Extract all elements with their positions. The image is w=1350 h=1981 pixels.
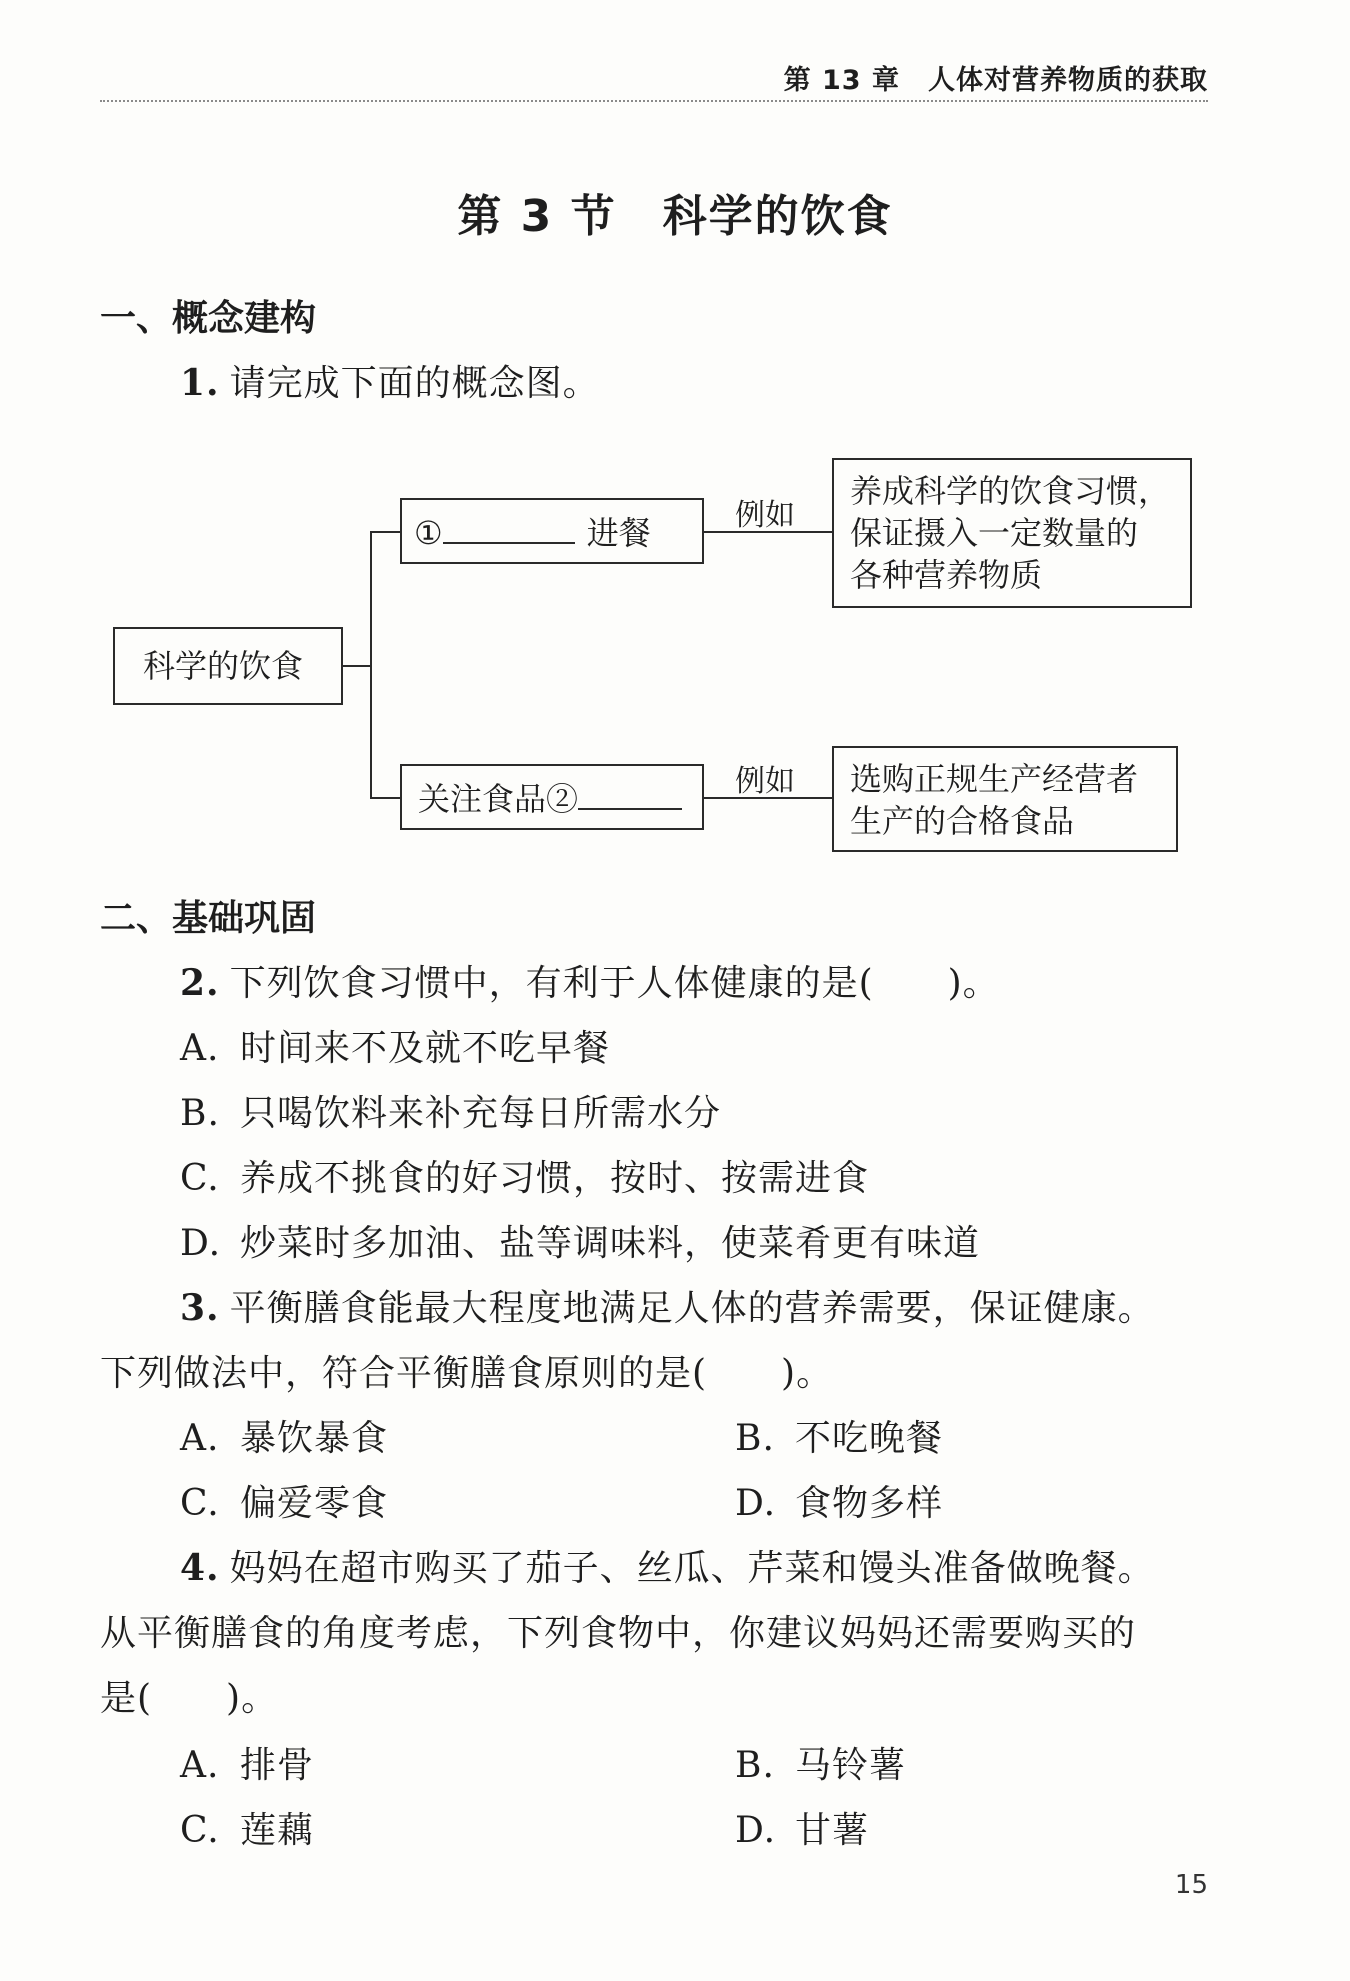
branch-spine	[370, 531, 372, 799]
q2-option-c-text: 养成不挑食的好习惯，按时、按需进食	[240, 1158, 870, 1199]
q3-option-b[interactable]	[735, 1410, 943, 1461]
branch1-example-label: 例如	[735, 498, 795, 533]
q4-stem-line-1	[180, 1540, 1155, 1591]
q4-option-c-letter: C.	[180, 1810, 220, 1851]
part2-heading: 二、基础巩固	[100, 898, 317, 939]
branch2-connector	[370, 797, 400, 799]
q3-option-c-text: 偏爱零食	[240, 1483, 389, 1524]
q3-option-b-letter: B.	[735, 1418, 775, 1459]
q4-option-a-letter: A.	[180, 1745, 220, 1786]
q4-stem-1: 妈妈在超市购买了茄子、丝瓜、芹菜和馒头准备做晚餐。	[229, 1548, 1155, 1589]
branch1-example-box	[832, 458, 1192, 608]
branch2-example-line-2: 生产的合格食品	[850, 802, 1075, 840]
q4-stem-line-3: 是( )。	[100, 1678, 279, 1719]
q2-stem: 下列饮食习惯中，有利于人体健康的是( )。	[229, 963, 1000, 1004]
branch1-example-line-1: 养成科学的饮食习惯，	[850, 472, 1171, 510]
branch2-box	[400, 764, 704, 830]
q2-option-c[interactable]	[180, 1150, 869, 1201]
q3-stem-line-2: 下列做法中，符合平衡膳食原则的是( )。	[100, 1353, 834, 1394]
q2-option-c-letter: C.	[180, 1158, 220, 1199]
concept-diagram	[0, 0, 1350, 900]
q3-option-d-letter: D.	[735, 1483, 777, 1524]
q2-option-b-text: 只喝饮料来补充每日所需水分	[240, 1093, 722, 1134]
q3-option-a[interactable]	[180, 1410, 388, 1461]
q2-option-b-letter: B.	[180, 1093, 220, 1134]
branch1-example-line-2: 保证摄入一定数量的	[850, 514, 1139, 552]
q2-stem-line	[180, 955, 1000, 1006]
q3-option-c[interactable]	[180, 1475, 388, 1526]
q3-option-b-text: 不吃晚餐	[795, 1418, 944, 1459]
running-header: 第 13 章 人体对营养物质的获取	[783, 65, 1208, 96]
branch1-example-line-3: 各种营养物质	[850, 556, 1043, 594]
root-box	[113, 627, 343, 705]
q2-option-a-text: 时间来不及就不吃早餐	[240, 1028, 611, 1069]
q4-number: 4.	[180, 1547, 220, 1589]
q3-stem-line-1	[180, 1280, 1155, 1331]
q1-text: 请完成下面的概念图。	[229, 363, 600, 404]
q3-option-a-letter: A.	[180, 1418, 220, 1459]
q4-option-b-letter: B.	[735, 1745, 775, 1786]
root-label: 科学的饮食	[143, 647, 304, 685]
q4-option-d[interactable]	[735, 1802, 869, 1853]
q3-number: 3.	[180, 1287, 220, 1329]
q2-option-b[interactable]	[180, 1085, 721, 1136]
branch2-example-box	[832, 746, 1178, 852]
q4-option-c[interactable]	[180, 1802, 314, 1853]
branch2-number: ②	[546, 780, 579, 818]
page-number: 15	[1174, 1870, 1208, 1900]
section-title: 第 3 节 科学的饮食	[457, 191, 893, 242]
branch1-box	[400, 498, 704, 564]
part1-heading: 一、概念建构	[100, 298, 317, 339]
q4-stem-line-2: 从平衡膳食的角度考虑，下列食物中，你建议妈妈还需要购买的	[100, 1613, 1137, 1654]
q4-option-d-text: 甘薯	[795, 1810, 870, 1851]
q3-option-d[interactable]	[735, 1475, 943, 1526]
q2-option-d[interactable]	[180, 1215, 980, 1266]
q2-option-d-letter: D.	[180, 1223, 222, 1264]
q3-option-d-text: 食物多样	[795, 1483, 944, 1524]
q4-option-b[interactable]	[735, 1737, 906, 1788]
q2-option-a[interactable]	[180, 1020, 610, 1071]
branch1-connector	[370, 531, 400, 533]
branch1-number: ①	[414, 514, 443, 552]
q4-option-a[interactable]	[180, 1737, 314, 1788]
branch2-example-label: 例如	[735, 764, 795, 799]
q4-option-b-text: 马铃薯	[795, 1745, 907, 1786]
branch1-suffix: 进餐	[586, 514, 651, 552]
q3-option-a-text: 暴饮暴食	[240, 1418, 389, 1459]
q2-option-d-text: 炒菜时多加油、盐等调味料，使菜肴更有味道	[240, 1223, 981, 1264]
q2-number: 2.	[180, 962, 220, 1004]
branch2-example-line-1: 选购正规生产经营者	[850, 760, 1139, 798]
q4-option-a-text: 排骨	[240, 1745, 315, 1786]
q3-option-c-letter: C.	[180, 1483, 220, 1524]
q1-number: 1.	[180, 362, 220, 404]
branch1-blank[interactable]	[443, 542, 575, 544]
q3-stem-1: 平衡膳食能最大程度地满足人体的营养需要，保证健康。	[229, 1288, 1155, 1329]
branch2-blank[interactable]	[578, 808, 682, 810]
root-connector	[343, 665, 371, 667]
branch2-prefix: 关注食品	[418, 780, 547, 818]
q4-option-d-letter: D.	[735, 1810, 777, 1851]
q2-option-a-letter: A.	[180, 1028, 220, 1069]
q4-option-c-text: 莲藕	[240, 1810, 315, 1851]
